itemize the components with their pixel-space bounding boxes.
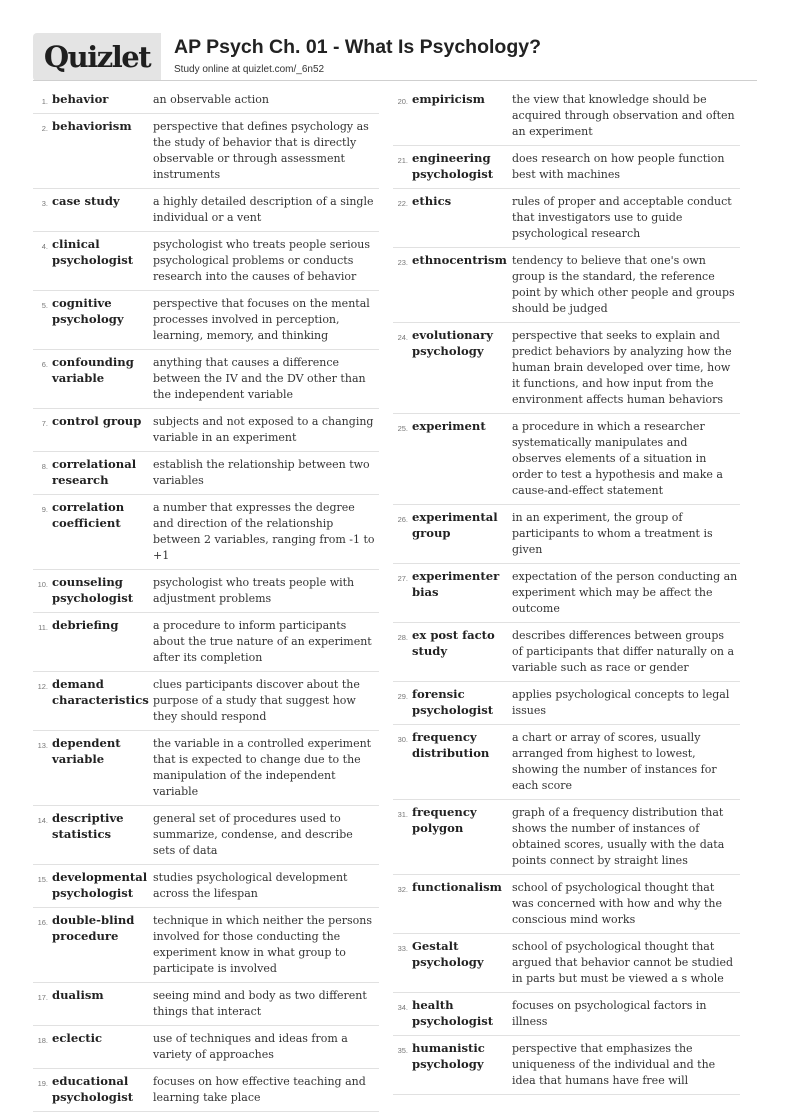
term-row: [33, 987, 379, 1026]
page-header: [33, 33, 757, 81]
term-word: demand characteristics: [52, 677, 149, 707]
term-number: 14.: [37, 816, 48, 825]
term-number: 35.: [397, 1046, 408, 1055]
term-row: [33, 912, 379, 983]
term-number: 5.: [41, 301, 48, 310]
quizlet-logo: [33, 33, 161, 81]
term-row: [393, 193, 740, 248]
term-row: [393, 938, 740, 993]
term-word: behavior: [52, 92, 109, 106]
term-number: 25.: [397, 424, 408, 433]
term-row: [393, 327, 740, 414]
term-word: control group: [52, 414, 142, 428]
term-number: 13.: [37, 741, 48, 750]
term-word: humanistic psychology: [412, 1041, 485, 1071]
term-word: frequency polygon: [412, 805, 477, 835]
term-number: 20.: [397, 97, 408, 106]
term-word: counseling psychologist: [52, 575, 134, 605]
term-word: ethics: [412, 194, 452, 208]
term-word: dependent variable: [52, 736, 121, 766]
term-definition: graph of a frequency distribution that shows the number of instances of obtained scores, usually with the data points connect by straight lines: [512, 806, 725, 867]
term-word: evolutionary psychology: [412, 328, 493, 358]
term-word: descriptive statistics: [52, 811, 124, 841]
term-word: dualism: [52, 988, 104, 1002]
term-word: forensic psychologist: [412, 687, 494, 717]
term-number: 29.: [397, 692, 408, 701]
term-definition: psychologist who treats people serious psychological problems or conducts research into the causes of behavior: [153, 238, 370, 283]
term-word: case study: [52, 194, 120, 208]
term-definition: an observable action: [153, 93, 269, 106]
term-number: 16.: [37, 918, 48, 927]
term-row: [393, 729, 740, 800]
term-word: behaviorism: [52, 119, 132, 133]
term-word: educational psychologist: [52, 1074, 134, 1104]
study-online-text: Study online at quizlet.com/_6n52: [174, 64, 325, 75]
term-number: 10.: [37, 580, 48, 589]
term-word: ethnocentrism: [412, 253, 507, 267]
term-row: [393, 509, 740, 564]
term-number: 26.: [397, 515, 408, 524]
term-row: [393, 91, 740, 146]
term-number: 30.: [397, 735, 408, 744]
term-word: health psychologist: [412, 998, 494, 1028]
term-definition: studies psychological development across the lifespan: [153, 871, 348, 900]
term-definition: a highly detailed description of a single individual or a vent: [153, 195, 374, 224]
term-number: 4.: [41, 242, 48, 251]
term-number: 9.: [41, 505, 48, 514]
header-divider: [33, 80, 757, 81]
term-number: 32.: [397, 885, 408, 894]
term-number: 19.: [37, 1079, 48, 1088]
term-definition: perspective that defines psychology as the study of behavior that is directly observable or through assessment instruments: [153, 120, 369, 181]
term-row: [33, 118, 379, 189]
term-row: [33, 1030, 379, 1069]
term-definition: focuses on psychological factors in illness: [512, 999, 707, 1028]
term-word: frequency distribution: [412, 730, 490, 760]
term-number: 6.: [41, 360, 48, 369]
term-number: 34.: [397, 1003, 408, 1012]
term-word: double-blind procedure: [52, 913, 135, 943]
term-number: 15.: [37, 875, 48, 884]
term-number: 1.: [41, 97, 48, 106]
page-title: AP Psych Ch. 01 - What Is Psychology?: [174, 36, 541, 58]
term-definition: subjects and not exposed to a changing variable in an experiment: [153, 415, 374, 444]
term-row: [33, 193, 379, 232]
term-number: 31.: [397, 810, 408, 819]
term-number: 7.: [41, 419, 48, 428]
term-word: eclectic: [52, 1031, 103, 1045]
term-row: [33, 1073, 379, 1112]
term-row: [33, 617, 379, 672]
term-row: [393, 568, 740, 623]
term-definition: the variable in a controlled experiment that is expected to change due to the manipulation of the independent variable: [153, 737, 372, 798]
term-word: cognitive psychology: [52, 296, 124, 326]
term-word: debriefing: [52, 618, 119, 632]
term-word: developmental psychologist: [52, 870, 148, 900]
term-definition: a procedure to inform participants about the true nature of an experiment after its completion: [153, 619, 372, 664]
term-definition: perspective that focuses on the mental processes involved in perception, learning, memory, and thinking: [153, 297, 370, 342]
term-definition: use of techniques and ideas from a variety of approaches: [153, 1032, 348, 1061]
term-row: [33, 295, 379, 350]
term-number: 8.: [41, 462, 48, 471]
term-word: confounding variable: [52, 355, 134, 385]
term-word: ex post facto study: [412, 628, 495, 658]
term-definition: tendency to believe that one's own group is the standard, the reference point by which other people and groups should be judged: [512, 254, 735, 315]
term-row: [393, 686, 740, 725]
term-number: 33.: [397, 944, 408, 953]
term-row: [393, 252, 740, 323]
term-word: Gestalt psychology: [412, 939, 484, 969]
term-word: functionalism: [412, 880, 502, 894]
term-row: [33, 456, 379, 495]
term-definition: in an experiment, the group of participants to whom a treatment is given: [512, 511, 713, 556]
term-word: engineering psychologist: [412, 151, 494, 181]
term-number: 22.: [397, 199, 408, 208]
term-number: 27.: [397, 574, 408, 583]
term-definition: school of psychological thought that argued that behavior cannot be studied in parts but must be viewed a s whole: [512, 940, 734, 985]
term-definition: describes differences between groups of participants that differ naturally on a variable such as race or gender: [512, 629, 735, 674]
term-word: experiment: [412, 419, 486, 433]
term-definition: rules of proper and acceptable conduct that investigators use to guide psychological research: [512, 195, 732, 240]
term-definition: clues participants discover about the purpose of a study that suggest how they should respond: [153, 678, 360, 723]
term-definition: school of psychological thought that was concerned with how and why the conscious mind works: [512, 881, 723, 926]
term-number: 3.: [41, 199, 48, 208]
term-number: 12.: [37, 682, 48, 691]
term-definition: psychologist who treats people with adjustment problems: [153, 576, 355, 605]
term-number: 23.: [397, 258, 408, 267]
term-word: experimenter bias: [412, 569, 500, 599]
term-definition: seeing mind and body as two different things that interact: [153, 989, 367, 1018]
term-number: 11.: [38, 623, 48, 632]
term-definition: focuses on how effective teaching and learning take place: [153, 1075, 366, 1104]
term-row: [393, 1040, 740, 1095]
term-row: [33, 574, 379, 613]
term-number: 28.: [397, 633, 408, 642]
term-definition: expectation of the person conducting an experiment which may be affect the outcome: [512, 570, 738, 615]
term-row: [33, 354, 379, 409]
term-number: 21.: [397, 156, 408, 165]
term-definition: the view that knowledge should be acquired through observation and often an experiment: [512, 93, 735, 138]
term-row: [33, 676, 379, 731]
term-row: [393, 418, 740, 505]
term-definition: a number that expresses the degree and direction of the relationship between 2 variables, ranging from -1 to +1: [153, 501, 375, 562]
term-row: [393, 879, 740, 934]
terms-column-right: [393, 91, 740, 1099]
term-word: experimental group: [412, 510, 498, 540]
term-number: 18.: [37, 1036, 48, 1045]
term-row: [33, 236, 379, 291]
term-number: 24.: [397, 333, 408, 342]
term-definition: a chart or array of scores, usually arranged from highest to lowest, showing the number of instances for each score: [512, 731, 717, 792]
term-row: [393, 627, 740, 682]
term-definition: anything that causes a difference between the IV and the DV other than the independent variable: [153, 356, 366, 401]
logo-text: Quizlet: [43, 40, 151, 74]
term-row: [393, 150, 740, 189]
term-definition: establish the relationship between two variables: [153, 458, 370, 487]
term-row: [33, 413, 379, 452]
terms-column-left: [33, 91, 379, 1116]
term-number: 17.: [37, 993, 48, 1002]
term-definition: perspective that seeks to explain and predict behaviors by analyzing how the human brain developed over time, how it functions, and how input from the environment affects human behaviors: [512, 329, 732, 406]
term-number: 2.: [41, 124, 48, 133]
term-word: correlational research: [52, 457, 137, 487]
term-row: [33, 869, 379, 908]
term-row: [33, 810, 379, 865]
term-row: [33, 91, 379, 114]
term-row: [393, 997, 740, 1036]
term-definition: perspective that emphasizes the uniqueness of the individual and the idea that humans have free will: [512, 1042, 716, 1087]
term-row: [33, 735, 379, 806]
term-definition: does research on how people function best with machines: [512, 152, 725, 181]
term-definition: a procedure in which a researcher systematically manipulates and observes elements of a situation in order to test a hypothesis and make a cause-and-effect statement: [512, 420, 723, 497]
term-word: correlation coefficient: [52, 500, 125, 530]
term-definition: applies psychological concepts to legal issues: [512, 688, 730, 717]
term-word: clinical psychologist: [52, 237, 134, 267]
term-definition: technique in which neither the persons involved for those conducting the experiment know in what group to participate is involved: [153, 914, 372, 975]
term-definition: general set of procedures used to summarize, condense, and describe sets of data: [153, 812, 353, 857]
term-word: empiricism: [412, 92, 485, 106]
term-row: [393, 804, 740, 875]
term-row: [33, 499, 379, 570]
